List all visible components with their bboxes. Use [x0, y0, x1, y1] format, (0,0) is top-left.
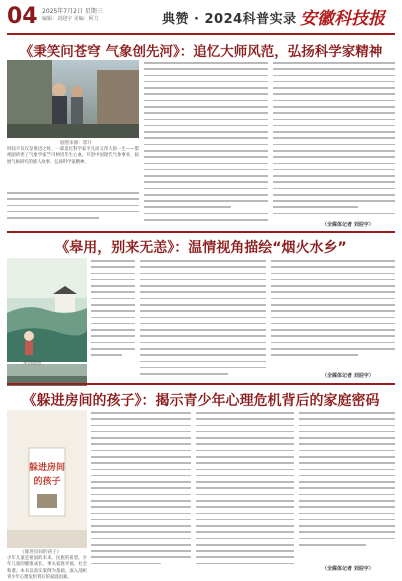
article-divider: [7, 231, 395, 233]
article-2-author: （全媒体记者 刘迎宇）: [322, 373, 374, 379]
article-2-photo-caption: 皋用剧照: [23, 361, 42, 366]
article-1-body-text: [273, 62, 395, 218]
svg-text:的孩子: 的孩子: [33, 477, 61, 487]
article-3-body-text: [196, 412, 294, 572]
article-2-body-text: [91, 260, 135, 360]
issue-date: 2025年7月2日 星期三: [42, 8, 103, 15]
page-header: [0, 0, 402, 34]
section-title: 典赞 · 2024科普实录: [162, 12, 297, 27]
svg-text:躲进房间: 躲进房间: [28, 463, 66, 473]
article-1-photo: [7, 60, 139, 138]
article-2-poster: [7, 258, 87, 362]
header-rule: [7, 33, 395, 35]
article-3-author: （全媒体记者 刘迎宇）: [322, 566, 374, 572]
article-3-headline: 《躲进房间的孩子》：揭示青少年心理危机背后的家庭密码: [22, 393, 380, 409]
article-2-headline: 《皋用，别来无恙》：温情视角描绘“烟火水乡”: [55, 240, 347, 256]
article-1-author: （全媒体记者 刘迎宇）: [322, 222, 374, 228]
article-2-body-text: [271, 260, 395, 366]
editor-credits: 编辑：刘迎宇 美编：阿力: [42, 16, 99, 22]
article-1-photo-caption: 剧照来源：影片: [60, 141, 93, 146]
article-1-headline: 《秉笑问苍穹 气象创先河》：追忆大师风范，弘扬科学家精神: [19, 44, 383, 60]
article-1-body-text: [7, 192, 139, 222]
page-number: 04: [7, 4, 38, 29]
article-1-body-text: [144, 62, 268, 226]
article-3-body-text: [91, 412, 191, 572]
article-3-photo-caption: 《躲进房间的孩子》: [20, 550, 62, 555]
article-divider: [7, 383, 395, 385]
article-3-lead: 少年儿童是祖国的未来，民族的希望。少年儿童的健康成长，事关家庭幸福、社会和谐。本书以真实案例为基础，深入剖析青少年心理危机背后的家庭因素。: [7, 556, 87, 580]
article-3-book-cover: [7, 410, 87, 548]
article-2-body-text: [140, 260, 266, 382]
article-1-lead: 时间不仅仅是鲁迅之时，一部追忆科学家平凡而又伟大的一生——影视剧讲述了气象学家竺可桢用毕生心血，开创中国现代气象事业、拓展气候研究的感人故事，弘扬科学家精神。: [7, 147, 139, 165]
masthead-logo: 安徽科技报: [300, 9, 385, 29]
article-3-body-text: [299, 412, 395, 560]
